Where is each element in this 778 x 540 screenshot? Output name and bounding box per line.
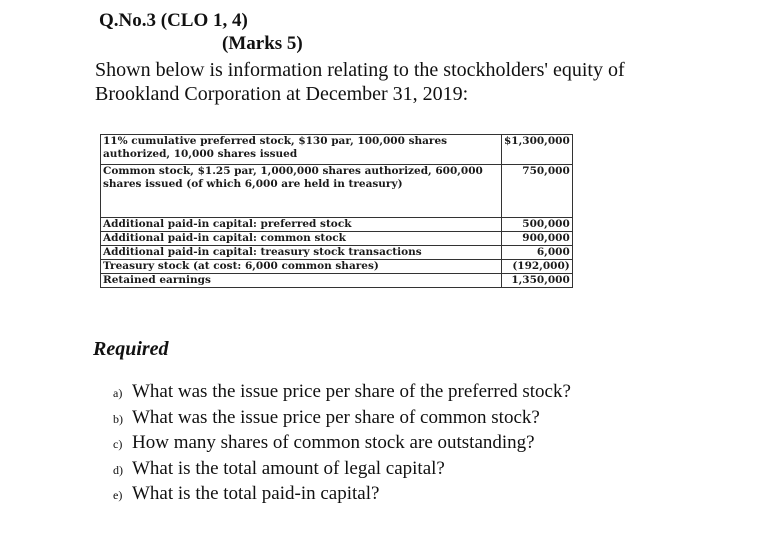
item-marker: c) xyxy=(113,437,123,451)
item-marker: d) xyxy=(113,462,123,477)
table-row xyxy=(101,274,573,288)
intro-line: Brookland Corporation at December 31, 2019: xyxy=(95,83,469,105)
question-number: Q.No.3 (CLO 1, 4) xyxy=(99,10,248,31)
row-amount: $1,300,000 xyxy=(502,135,573,165)
row-description: Retained earnings xyxy=(101,274,486,288)
item-marker: b) xyxy=(113,411,123,426)
list-item xyxy=(113,482,571,508)
table-row xyxy=(101,246,573,260)
list-item xyxy=(113,457,571,483)
required-questions-list xyxy=(113,380,571,508)
stockholders-equity-table xyxy=(100,134,573,288)
row-amount: 6,000 xyxy=(502,246,573,260)
list-item xyxy=(113,431,571,457)
item-marker: e) xyxy=(113,488,123,502)
row-amount: 750,000 xyxy=(502,165,573,218)
table-row xyxy=(101,218,573,232)
question-intro xyxy=(95,58,735,106)
question-marks: (Marks 5) xyxy=(222,33,303,54)
row-description: Additional paid-in capital: preferred stock xyxy=(101,218,486,232)
row-description: 11% cumulative preferred stock, $130 par, 100,000 shares authorized, 10,000 shares issued xyxy=(101,135,486,165)
table-row xyxy=(101,135,573,165)
item-text: What is the total paid-in capital? xyxy=(132,483,380,504)
row-amount: 900,000 xyxy=(502,232,573,246)
item-text: How many shares of common stock are outstanding? xyxy=(132,432,535,453)
table-row xyxy=(101,165,573,218)
row-description: Treasury stock (at cost: 6,000 common shares) xyxy=(101,260,486,274)
list-item xyxy=(113,406,571,432)
row-amount: 500,000 xyxy=(502,218,573,232)
intro-line: Shown below is information relating to the stockholders' equity of xyxy=(95,59,625,81)
item-text: What is the total amount of legal capital? xyxy=(132,457,445,479)
row-description: Common stock, $1.25 par, 1,000,000 shares authorized, 600,000 shares issued (of which 6,000 are held in treasury) xyxy=(101,165,486,218)
item-marker: a) xyxy=(113,386,123,400)
row-description: Additional paid-in capital: treasury stock transactions xyxy=(101,246,486,260)
required-heading: Required xyxy=(93,338,169,360)
table-row xyxy=(101,260,573,274)
row-description: Additional paid-in capital: common stock xyxy=(101,232,486,246)
item-text: What was the issue price per share of common stock? xyxy=(132,406,540,428)
list-item xyxy=(113,380,571,406)
row-amount: 1,350,000 xyxy=(502,274,573,288)
table-row xyxy=(101,232,573,246)
item-text: What was the issue price per share of the preferred stock? xyxy=(132,381,571,402)
row-amount: (192,000) xyxy=(502,260,573,274)
